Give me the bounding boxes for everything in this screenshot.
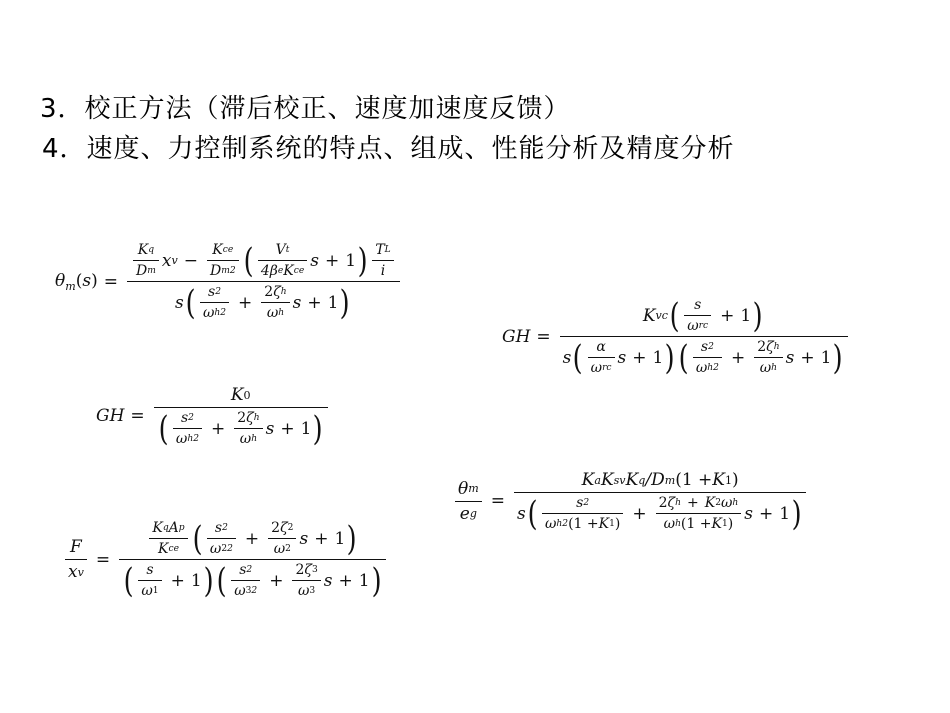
heading-correction-methods: 3．校正方法（滞后校正、速度加速度反馈） — [40, 94, 571, 124]
equation-theta-over-eg: θ m e g = K a K sv K q /D m (1 + K 1 ) s ( s 2 ω h 2 (1 + K 1 ) + 2 ζ h + K 2 ω h ω h (1 + K 1 ) s + 1 ) — [452, 470, 809, 532]
equation-gh-simple: GH = K 0 ( s 2 ω h 2 + 2 ζ h ω h s + 1 ) — [96, 385, 331, 447]
equation-force: F x v = K q A p K ce ( s 2 ω 2 2 + 2 ζ 2 ω 2 s + 1 ) ( s ω 1 + 1 ) ( s 2 ω 3 2 + 2 ζ 3 ω 3 s + 1 ) — [62, 520, 389, 599]
heading-velocity-force-control: 4．速度、力控制系统的特点、组成、性能分析及精度分析 — [42, 134, 735, 164]
equation-gh-velocity: GH = K vc ( s ω rc + 1 ) s ( α ω rc s + 1 ) ( s 2 ω h 2 + 2 ζ h ω h s + 1 ) — [502, 297, 851, 376]
equation-theta-m: $\theta_m(s)$ = K q D m x v − K ce D m 2 ( V t 4β e K ce s + 1 ) T L i s ( s 2 ω h 2 + 2 ζ h ω h s + 1 ) — [55, 242, 403, 321]
